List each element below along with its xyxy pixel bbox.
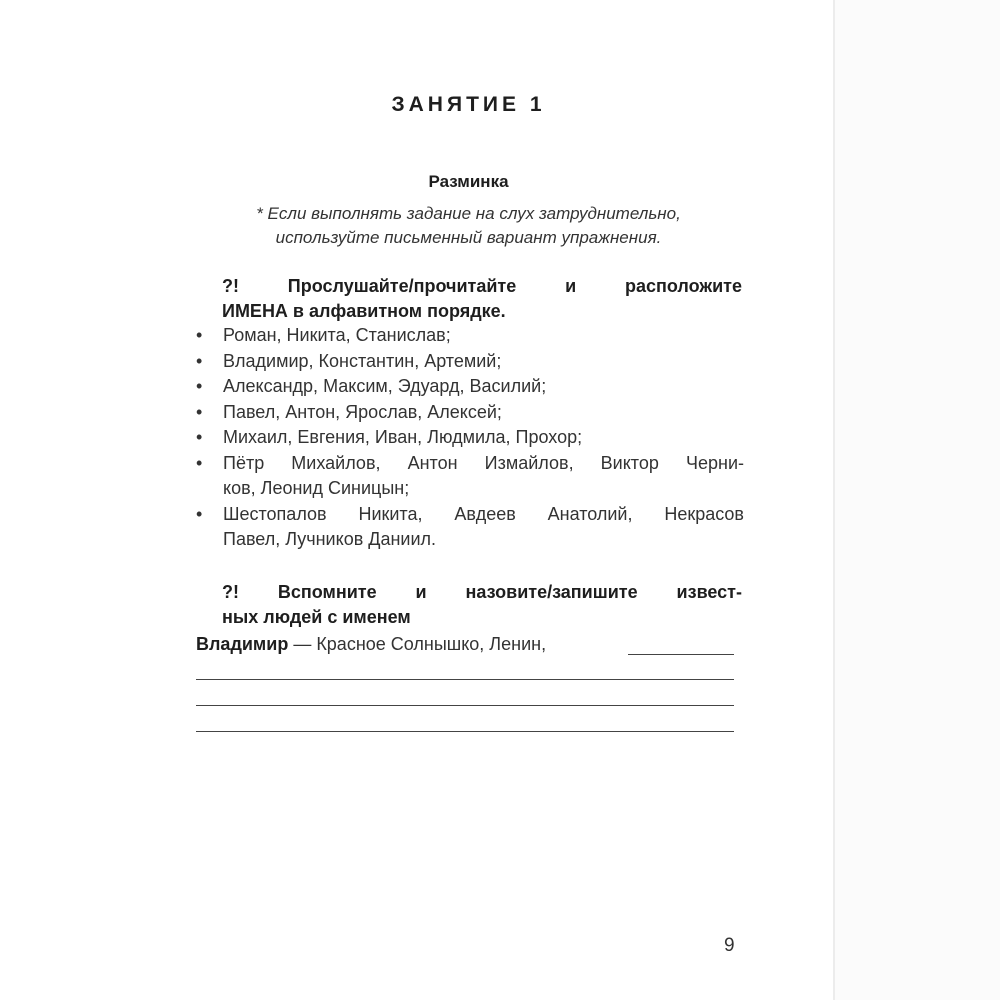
list-item-text-continued: Павел, Лучников Даниил. <box>223 529 437 549</box>
answer-blank-inline[interactable] <box>628 654 734 655</box>
adjacent-page-shade <box>835 0 1000 1000</box>
list-item-text: • Роман, Никита, Станислав; <box>223 325 451 345</box>
list-item <box>196 323 744 349</box>
answer-line[interactable] <box>196 731 734 732</box>
list-item <box>196 374 744 400</box>
list-item <box>196 349 744 375</box>
instruction-note <box>0 202 937 250</box>
page-number: 9 <box>724 935 735 956</box>
example-text: — Красное Солнышко, Ленин, <box>288 634 547 654</box>
list-item-text-continued: ков, Леонид Синицын; <box>223 478 410 498</box>
list-item <box>196 451 744 502</box>
list-item <box>196 425 744 451</box>
list-item-text: • Павел, Антон, Ярослав, Алексей; <box>223 401 502 422</box>
section-subtitle: Разминка <box>428 172 509 191</box>
task-2-line-2: ных людей с именем <box>222 607 411 627</box>
list-item-text: • Владимир, Константин, Артемий; <box>223 350 502 371</box>
answer-line[interactable] <box>196 679 734 680</box>
page-edge <box>833 0 835 1000</box>
example-name: Владимир <box>196 634 289 654</box>
names-list <box>196 323 744 553</box>
list-item-text: • Шестопалов Никита, Авдеев Анатолий, Некрасов <box>223 503 744 524</box>
task-1-line-2: ИМЕНА в алфавитном порядке. <box>222 301 506 321</box>
task-1-line-1: ?! Прослушайте/прочитайте и расположите <box>222 276 742 296</box>
page-title: ЗАНЯТИЕ 1 <box>391 93 546 116</box>
answer-line[interactable] <box>196 705 734 706</box>
note-line: используйте письменный вариант упражнения. <box>275 228 662 247</box>
list-item <box>196 400 744 426</box>
task-2-heading <box>222 580 742 630</box>
list-item-text: • Михаил, Евгения, Иван, Людмила, Прохор; <box>223 427 583 447</box>
task-2-line-1: ?! Вспомните и назовите/запишите извест- <box>222 582 742 602</box>
list-item-text: • Александр, Максим, Эдуард, Василий; <box>223 376 547 396</box>
task-1-heading <box>222 274 742 324</box>
note-line: * Если выполнять задание на слух затруднительно, <box>256 204 681 223</box>
list-item <box>196 502 744 553</box>
list-item-text: • Пётр Михайлов, Антон Измайлов, Виктор Черни- <box>223 452 744 473</box>
